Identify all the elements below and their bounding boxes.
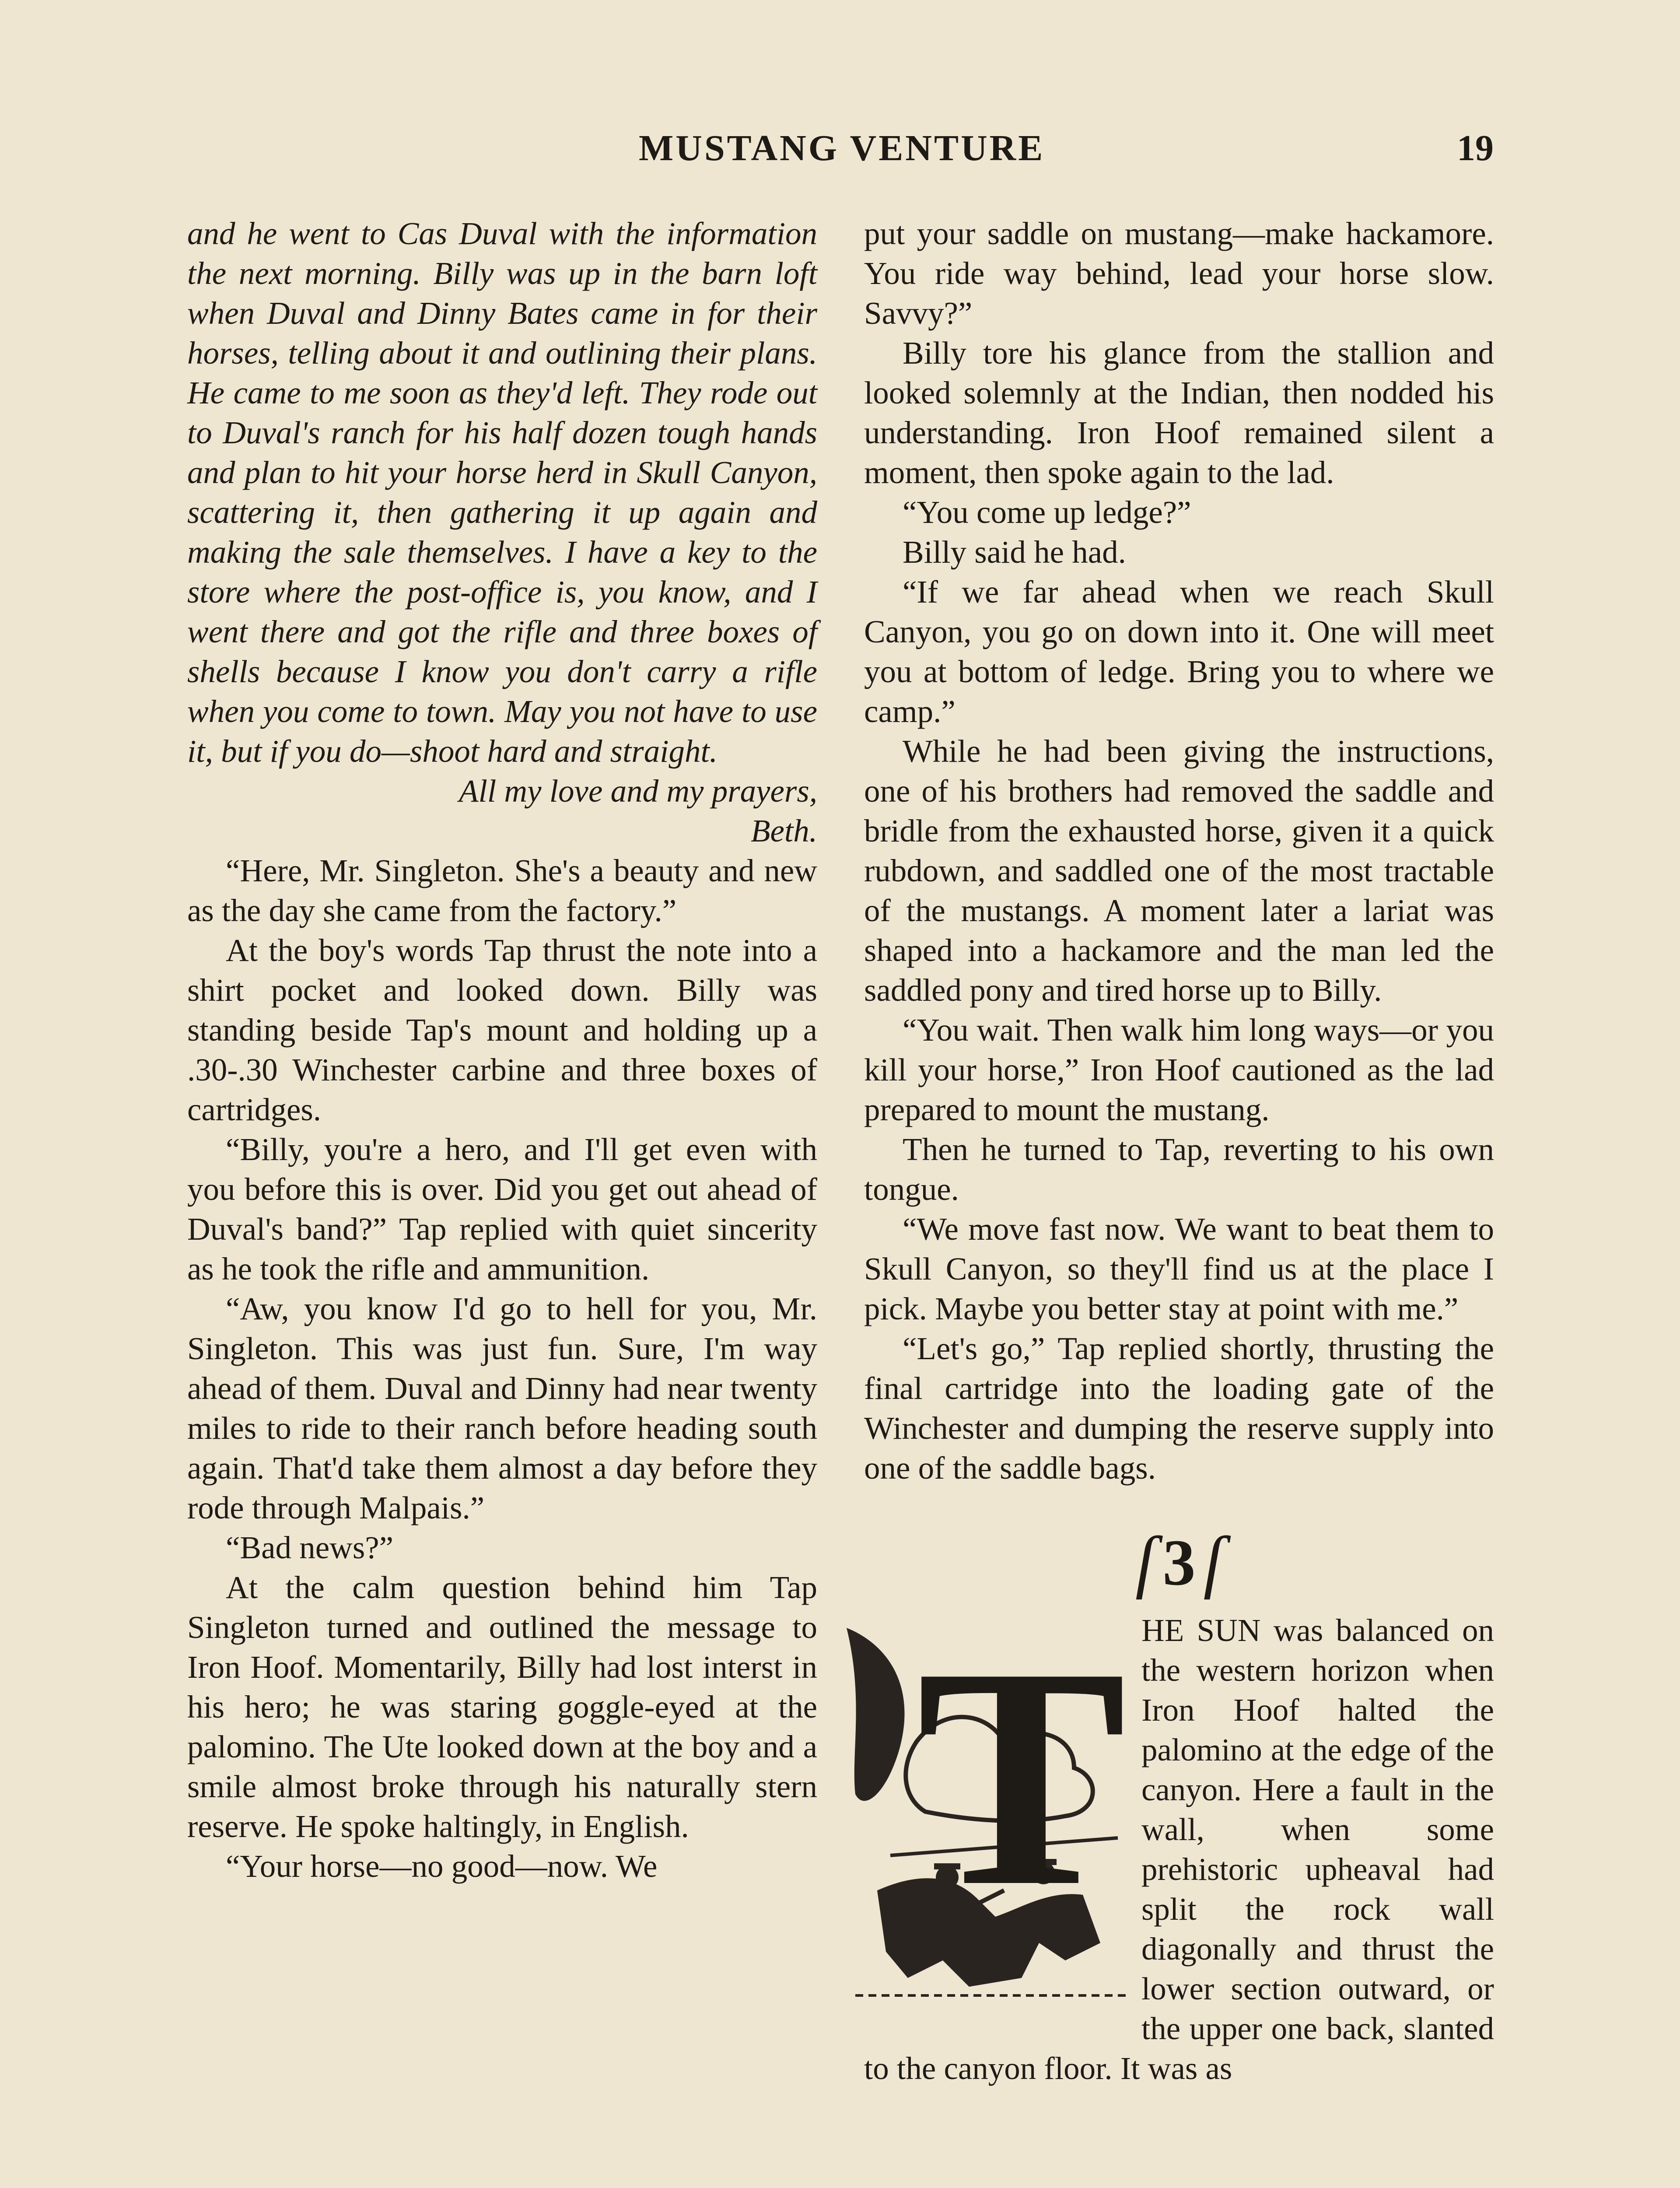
left-column xyxy=(187,214,817,1886)
signoff-line-2: Beth. xyxy=(750,813,817,849)
drop-cap-illustration xyxy=(838,1602,1135,2013)
running-head: MUSTANG VENTURE xyxy=(639,128,1045,168)
paragraph: “Aw, you know I'd go to hell for you, Mr. Singleton. This was just fun. Sure, I'm way ahead of them. Duval and Dinny had near twenty miles to ride to their ranch before heading south again. That'd take them almost a day before they rode through Malpais.” xyxy=(187,1291,817,1525)
letter-signoff xyxy=(187,771,817,851)
paragraph: “If we far ahead when we reach Skull Canyon, you go on down into it. One will meet you at bottom of ledge. Bring you to where we camp.” xyxy=(864,574,1494,729)
paragraph: At the calm question behind him Tap Singleton turned and outlined the message to Iron Hoof. Momentarily, Billy had lost interst in his hero; he was staring goggle-eyed at the palomino. The Ute looked down at the boy and a smile almost broke through his naturally stern reserve. He spoke haltingly, in English. xyxy=(187,1570,817,1844)
page-number: 19 xyxy=(1457,128,1494,168)
continued-paragraph: put your saddle on mustang—make hackamore. You ride way behind, lead your horse slow. Savvy?” xyxy=(864,216,1494,331)
paragraph: Billy tore his glance from the stallion and looked solemnly at the Indian, then nodded his understanding. Iron Hoof remained silent a moment, then spoke again to the lad. xyxy=(864,335,1494,490)
signoff-line-1: All my love and my prayers, xyxy=(458,773,817,809)
chapter-number: 3 xyxy=(1162,1526,1196,1599)
paragraph: “We move fast now. We want to beat them to Skull Canyon, so they'll find us at the place I pick. Maybe you better stay at point with me.” xyxy=(864,1211,1494,1326)
chapter-opening xyxy=(864,1602,1494,2088)
paragraph: While he had been giving the instructions, one of his brothers had removed the saddle and bridle from the exhausted horse, given it a quick rubdown, and saddled one of the most tractable of the mustangs. A moment later a lariat was shaped into a hackamore and the man led the saddled pony and tired horse up to Billy. xyxy=(864,733,1494,1008)
flourish-left-icon: ſ xyxy=(1135,1522,1155,1600)
paragraph: At the boy's words Tap thrust the note into a shirt pocket and looked down. Billy was standing beside Tap's mount and holding up a .30-.30 Winchester carbine and three boxes of cartridges. xyxy=(187,933,817,1127)
right-column xyxy=(864,214,1494,2088)
chapter-heading xyxy=(864,1522,1494,1600)
paragraph: “Here, Mr. Singleton. She's a beauty and new as the day she came from the factory.” xyxy=(187,853,817,928)
letter-paragraph: and he went to Cas Duval with the information the next morning. Billy was up in the barn loft when Duval and Dinny Bates came in for their horses, telling about it and outlining their plans. He came to me soon as they'd left. They rode out to Duval's ranch for his half dozen tough hands and plan to hit your horse herd in Skull Canyon, scattering it, then gathering it up again and making the sale themselves. I have a key to the store where the post-office is, you know, and I went there and got the rifle and three boxes of shells because I know you don't carry a rifle when you come to town. May you not have to use it, but if you do—shoot hard and straight. xyxy=(187,216,817,769)
drop-cap-letter: T xyxy=(917,1602,1127,1951)
paragraph: Then he turned to Tap, reverting to his own tongue. xyxy=(864,1132,1494,1207)
paragraph: “Billy, you're a hero, and I'll get even with you before this is over. Did you get out ahead of Duval's band?” Tap replied with quiet sincerity as he took the rifle and ammunition. xyxy=(187,1132,817,1287)
paragraph: “Bad news?” xyxy=(226,1530,394,1565)
flourish-right-icon: ſ xyxy=(1203,1522,1223,1600)
paragraph: “You come up ledge?” xyxy=(903,494,1191,530)
paragraph: “Let's go,” Tap replied shortly, thrusting the final cartridge into the loading gate of the Winchester and dumping the reserve supply into one of the saddle bags. xyxy=(864,1331,1494,1486)
chapter-opening-text: HE SUN was balanced on the western horizon when Iron Hoof halted the palomino at the edge of the canyon. Here a fault in the wall, when some prehistoric upheaval had split the rock wall diagonally and thrust the lower section outward, or the upper one back, slanted to the canyon floor. It was as xyxy=(864,1613,1494,2086)
paragraph: “Your horse—no good—now. We xyxy=(226,1848,658,1884)
paragraph: Billy said he had. xyxy=(903,534,1126,570)
paragraph: “You wait. Then walk him long ways—or you kill your horse,” Iron Hoof cautioned as the lad prepared to mount the mustang. xyxy=(864,1012,1494,1127)
